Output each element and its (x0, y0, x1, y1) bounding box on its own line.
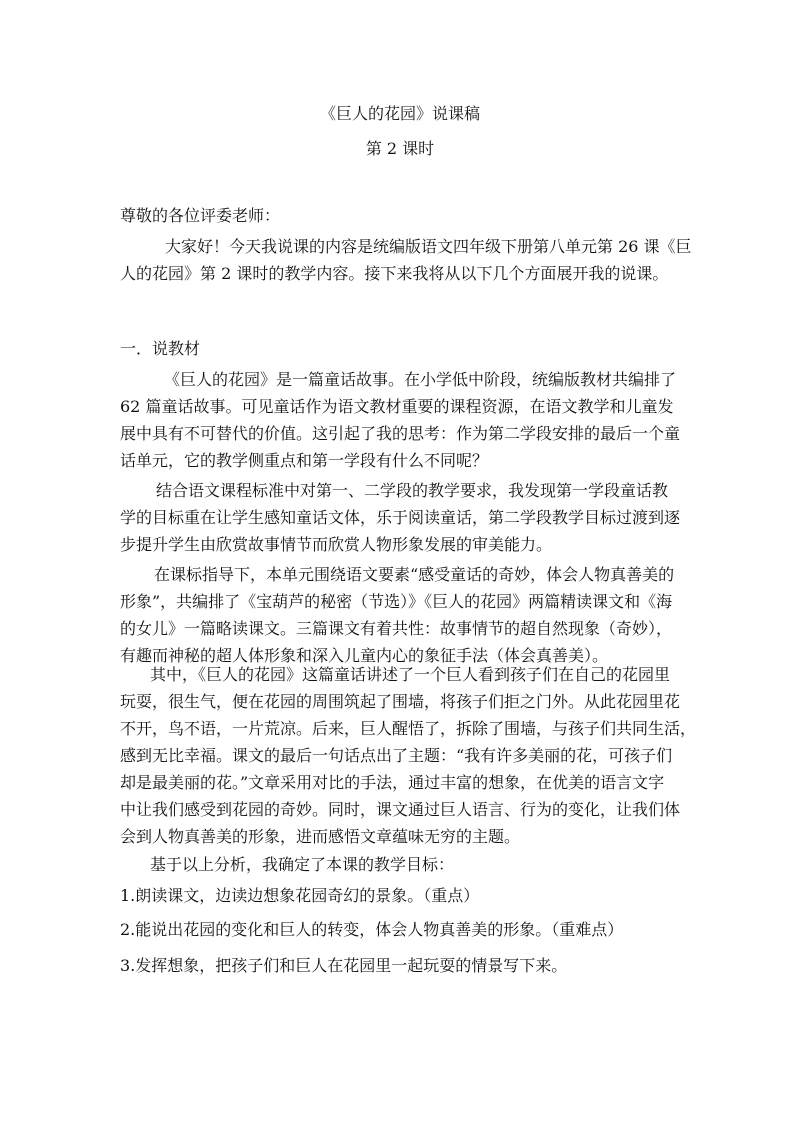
paragraph-line: 62 篇童话故事。可见童话作为语文教材重要的课程资源，在语文教学和儿童发 (120, 397, 674, 416)
intro-line: 人的花园》第 2 课时的教学内容。接下来我将从以下几个方面展开我的说课。 (120, 264, 669, 283)
paragraph-line: 会到人物真善美的形象，进而感悟文章蕴味无穷的主题。 (120, 827, 521, 846)
goals-intro: 基于以上分析，我确定了本课的教学目标： (150, 855, 455, 874)
paragraph-4 (120, 661, 697, 850)
paragraph-line: 却是最美丽的花。”文章采用对比的手法，通过丰富的想象，在优美的语言文字 (120, 773, 665, 792)
paragraph-line: 学的目标重在让学生感知童话文体，乐于阅读童话，第二学段教学目标过渡到逐 (120, 508, 681, 527)
intro-line: 大家好！今天我说课的内容是统编版语文四年级下册第八单元第 26 课《巨 (165, 237, 692, 256)
teaching-goal-2: 2.能说出花园的变化和巨人的转变，体会人物真善美的形象。（重难点） (120, 920, 624, 939)
paragraph-line: 展中具有不可替代的价值。这引起了我的思考：作为第二学段安排的最后一个童 (120, 424, 681, 443)
paragraph-line: 步提升学生由欣赏故事情节而欣赏人物形象发展的审美能力。 (120, 535, 553, 554)
paragraph-line: 在课标指导下，本单元围绕语文要素“感受童话的奇妙，体会人物真善美的 (154, 565, 675, 584)
greeting: 尊敬的各位评委老师： (120, 206, 281, 225)
paragraph-1 (120, 366, 680, 474)
teaching-goal-1: 1.朗读课文，边读边想象花园奇幻的景象。（重点） (120, 886, 480, 905)
paragraph-line: 《巨人的花园》是一篇童话故事。在小学低中阶段，统编版教材共编排了 (164, 370, 677, 389)
paragraph-line: 话单元，它的教学侧重点和第一学段有什么不同呢？ (120, 451, 489, 470)
paragraph-2 (120, 477, 680, 558)
paragraph-line: 形象”，共编排了《宝葫芦的秘密（节选）》《巨人的花园》两篇精读课文和《海 (120, 592, 673, 611)
teaching-goal-3: 3.发挥想象，把孩子们和巨人在花园里一起玩耍的情景写下来。 (120, 956, 568, 975)
paragraph-line: 的女儿》一篇略读课文。三篇课文有着共性：故事情节的超自然现象（奇妙）， (120, 619, 673, 638)
document-title: 《巨人的花园》说课稿 (319, 104, 480, 123)
paragraph-line: 感到无比幸福。课文的最后一句话点出了主题：“我有许多美丽的花，可孩子们 (120, 746, 673, 765)
paragraph-line: 中让我们感受到花园的奇妙。同时，课文通过巨人语言、行为的变化，让我们体 (120, 800, 681, 819)
section-heading: 一．说教材 (120, 339, 201, 358)
lesson-period: 第 2 课时 (365, 139, 435, 158)
paragraph-line: 其中，《巨人的花园》这篇童话讲述了一个巨人看到孩子们在自己的花园里 (150, 665, 671, 684)
paragraph-line: 有趣而神秘的超人体形象和深入儿童内心的象征手法（体会真善美）。 (120, 646, 609, 665)
paragraph-line: 不开，鸟不语，一片荒凉。后来，巨人醒悟了，拆除了围墙，与孩子们共同生活， (120, 719, 697, 738)
paragraph-3 (120, 561, 680, 669)
intro-paragraph (120, 233, 725, 287)
paragraph-line: 玩耍，很生气，便在花园的周围筑起了围墙，将孩子们拒之门外。从此花园里花 (120, 692, 681, 711)
paragraph-line: 结合语文课程标准中对第一、二学段的教学要求，我发现第一学段童话教 (156, 481, 669, 500)
